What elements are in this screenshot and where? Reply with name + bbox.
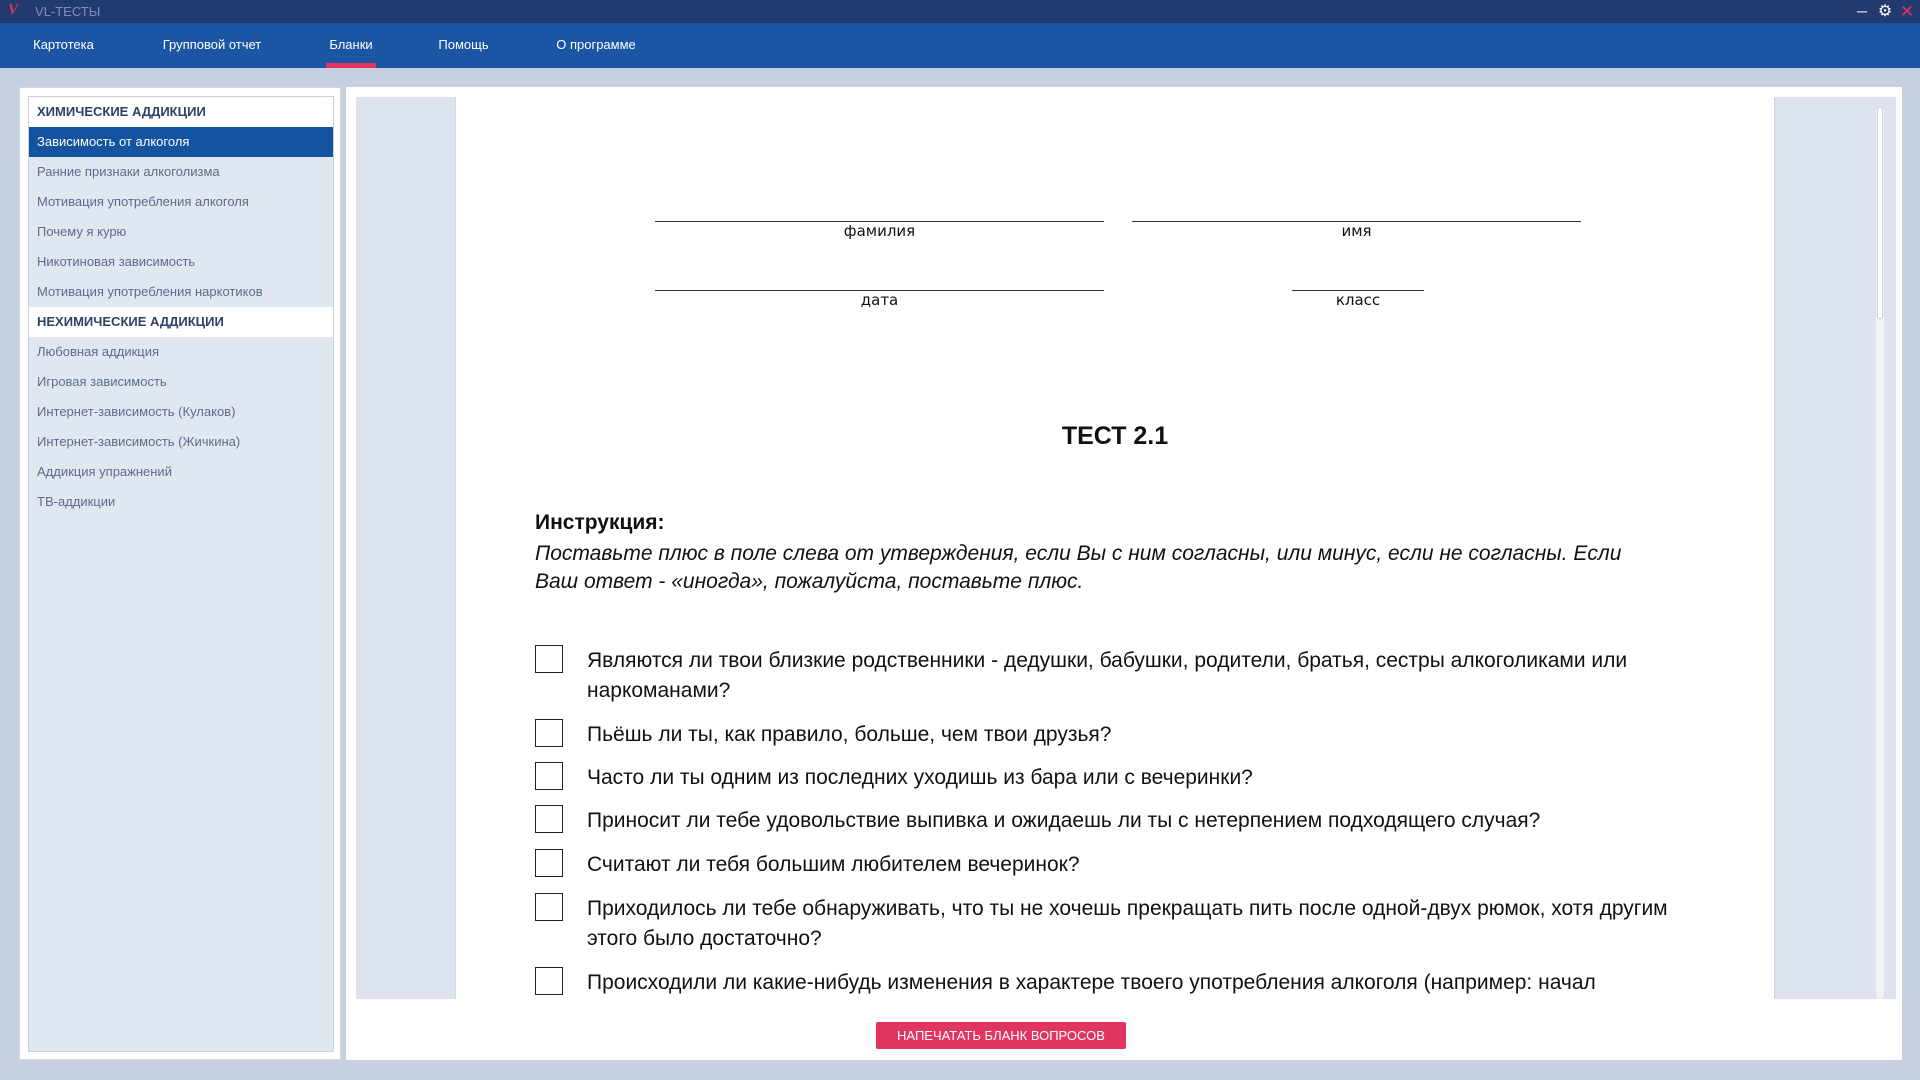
surname-label: фамилия — [843, 222, 916, 240]
class-label: класс — [1335, 291, 1381, 309]
question-text: Происходили ли какие-нибудь изменения в характере твоего употребления алкоголя (например: начал — [587, 971, 1596, 994]
name-label: имя — [1341, 222, 1372, 240]
answer-checkbox[interactable] — [535, 893, 563, 921]
answer-checkbox[interactable] — [535, 645, 563, 673]
category-header-chemical: ХИМИЧЕСКИЕ АДДИКЦИИ — [29, 97, 333, 127]
sidebar-item-early-alcoholism[interactable]: Ранние признаки алкоголизма — [37, 164, 220, 179]
sidebar-item-internet-zhichkina[interactable]: Интернет-зависимость (Жичкина) — [37, 434, 241, 449]
menu-item-about[interactable]: О программе — [556, 37, 636, 52]
menu-item-help[interactable]: Помощь — [438, 37, 489, 52]
sidebar-item-nicotine[interactable]: Никотиновая зависимость — [37, 254, 196, 269]
window-title: VL-ТЕСТЫ — [35, 4, 101, 19]
question-text: Считают ли тебя большим любителем вечеринок? — [587, 853, 1080, 876]
print-form-button[interactable]: НАПЕЧАТАТЬ БЛАНК ВОПРОСОВ — [876, 1022, 1126, 1049]
category-header-non-chemical: НЕХИМИЧЕСКИЕ АДДИКЦИИ — [29, 307, 333, 337]
test-list — [28, 96, 334, 1052]
instruction-title: Инструкция: — [535, 511, 665, 534]
vertical-scrollbar[interactable] — [1876, 107, 1884, 999]
test-title: ТЕСТ 2.1 — [1061, 422, 1169, 450]
settings-gear-icon[interactable]: ⚙ — [1877, 3, 1893, 20]
answer-checkbox[interactable] — [535, 967, 563, 995]
answer-checkbox[interactable] — [535, 719, 563, 747]
sidebar-item-alcohol-motivation[interactable]: Мотивация употребления алкоголя — [37, 194, 249, 209]
date-label: дата — [860, 291, 899, 309]
question-text: Являются ли твои близкие родственники - дедушки, бабушки, родители, братья, сестры алкоголиками или наркоманами? — [587, 649, 1628, 702]
sidebar-item-tv[interactable]: ТВ-аддикции — [37, 494, 116, 509]
sidebar-item-gaming[interactable]: Игровая зависимость — [37, 374, 167, 389]
sidebar-item-why-i-smoke[interactable]: Почему я курю — [37, 224, 127, 239]
minimize-button[interactable]: ─ — [1857, 3, 1867, 19]
question-text: Пьёшь ли ты, как правило, больше, чем твои друзья? — [587, 723, 1112, 746]
question-text: Приходилось ли тебе обнаруживать, что ты не хочешь прекращать пить после одной-двух рюмок, хотя другим этого было достаточно? — [587, 897, 1668, 950]
sidebar-item-exercise[interactable]: Аддикция упражнений — [37, 464, 172, 479]
answer-checkbox[interactable] — [535, 849, 563, 877]
document-viewport[interactable] — [356, 97, 1896, 999]
main-menu-bar — [0, 23, 1920, 68]
sidebar-item-drug-motivation[interactable]: Мотивация употребления наркотиков — [37, 284, 263, 299]
app-logo-icon: V — [8, 2, 19, 18]
sidebar-item-love-addiction[interactable]: Любовная аддикция — [37, 344, 160, 359]
sidebar-item-alcohol-dependence[interactable]: Зависимость от алкоголя — [29, 127, 333, 157]
menu-item-cards[interactable]: Картотека — [33, 37, 94, 52]
menu-item-forms[interactable]: Бланки — [326, 23, 376, 68]
sidebar-panel — [19, 87, 341, 1060]
question-text: Приносит ли тебе удовольствие выпивка и ожидаешь ли ты с нетерпением подходящего случая? — [587, 809, 1541, 832]
instruction-text: Поставьте плюс в поле слева от утверждения, если Вы с ним согласны, или минус, если не согласны. Если Ваш ответ - «иногда», пожалуйста, поставьте плюс. — [535, 542, 1622, 593]
title-bar — [0, 0, 1920, 23]
sidebar-item-internet-kulakov[interactable]: Интернет-зависимость (Кулаков) — [37, 404, 236, 419]
content-panel — [346, 87, 1902, 1060]
menu-item-group-report[interactable]: Групповой отчет — [162, 37, 262, 52]
close-button[interactable]: ✕ — [1899, 2, 1915, 21]
question-text: Часто ли ты одним из последних уходишь из бара или с вечеринки? — [587, 766, 1253, 789]
answer-checkbox[interactable] — [535, 805, 563, 833]
form-page — [456, 97, 1774, 999]
scrollbar-thumb[interactable] — [1877, 107, 1883, 319]
answer-checkbox[interactable] — [535, 762, 563, 790]
